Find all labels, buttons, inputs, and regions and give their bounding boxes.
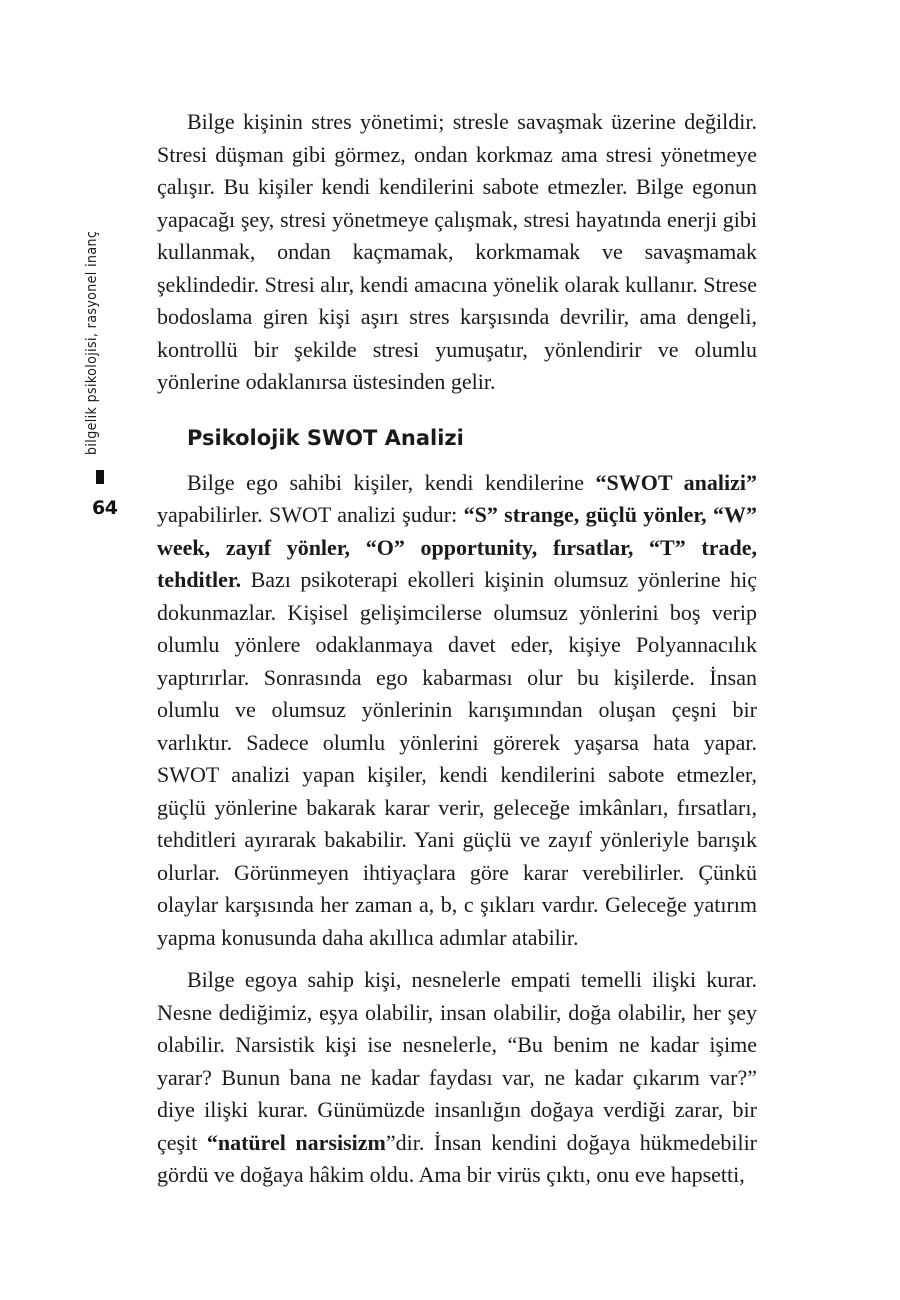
p2-bold-1: “SWOT analizi” bbox=[595, 469, 757, 495]
running-head-marker bbox=[96, 470, 104, 484]
p3-text-1: Bilge egoya sahip kişi, nesnelerle empati temelli ilişki kurar. Nesne dediğimiz, eşya olabilir, insan olabilir, doğa olabilir, her şey olabilir. Narsistik kişi ise nesnelerle, “Bu benim ne kadar işime yarar? Bunun bana ne kadar faydası var, ne kadar çıkarım var?” diye ilişki kurar. Günümüzde insanlığın doğaya verdiği zarar, bir çeşit bbox=[157, 967, 757, 1155]
page-number: 64 bbox=[92, 497, 118, 519]
paragraph-1: Bilge kişinin stres yönetimi; stresle savaşmak üzerine değildir. Stresi düşman gibi görmez, ondan korkmaz ama stresi yönetmeye çalışır. Bu kişiler kendi kendilerini sabote etmezler. Bilge egonun yapacağı şey, stresi yönetmeye çalışmak, stresi hayatında enerji gibi kullanmak, ondan kaçmamak, korkmamak ve savaşmamak şeklindedir. Stresi alır, kendi amacına yönelik olarak kullanır. Strese bodoslama giren kişi aşırı stres karşısında devrilir, ama dengeli, kontrollü bir şekilde stresi yumuşatır, yönlendirir ve olumlu yönlerine odaklanırsa üstesinden gelir. bbox=[157, 109, 757, 394]
p2-bold-2: “S” strange, güçlü yönler, “W” week, zayıf yönler, “O” opportunity, fırsatlar, “T” trade, tehditler. bbox=[157, 502, 757, 592]
p2-text-2: yapabilirler. SWOT analizi şudur: bbox=[157, 502, 464, 527]
p2-text-3: Bazı psikoterapi ekolleri kişinin olumsuz yönlerine hiç dokunmazlar. Kişisel gelişimcilerse olumsuz yönlerini boş verip olumlu yönlere odaklanmaya davet eder, kişiye Polyannacılık yaptırırlar. Sonrasında ego kabarması olur bu kişilerde. İnsan olumlu ve olumsuz yönlerinin karışımından oluşan çeşni bir varlıktır. Sadece olumlu yönlerini görerek yaşarsa hata yapar. SWOT analizi yapan kişiler, kendi kendilerini sabote etmezler, güçlü yönlerine bakarak karar verir, geleceğe imkânları, fırsatları, tehditleri ayırarak bakabilir. Yani güçlü ve zayıf yönleriyle barışık olurlar. Görünmeyen ihtiyaçlara göre karar verebilirler. Çünkü olaylar karşısında her zaman a, b, c şıkları vardır. Geleceğe yatırım yapma konusunda daha akıllıca adımlar atabilir. bbox=[157, 567, 757, 950]
p3-text-2: ”dir. İnsan kendini doğaya hükmedebilir gördü ve doğaya hâkim oldu. Ama bir virüs çıktı, onu eve hapsetti, bbox=[157, 1129, 758, 1187]
running-head: bilgelik psikolojisi, rasyonel inanç bbox=[84, 230, 100, 455]
p3-bold-1: “natürel narsisizm bbox=[206, 1129, 386, 1155]
paragraph-2 bbox=[157, 467, 757, 955]
paragraph-3 bbox=[157, 964, 757, 1192]
p2-text-1: Bilge ego sahibi kişiler, kendi kendilerine bbox=[187, 469, 596, 495]
section-heading: Psikolojik SWOT Analizi bbox=[187, 425, 464, 450]
body-text bbox=[157, 106, 757, 1192]
